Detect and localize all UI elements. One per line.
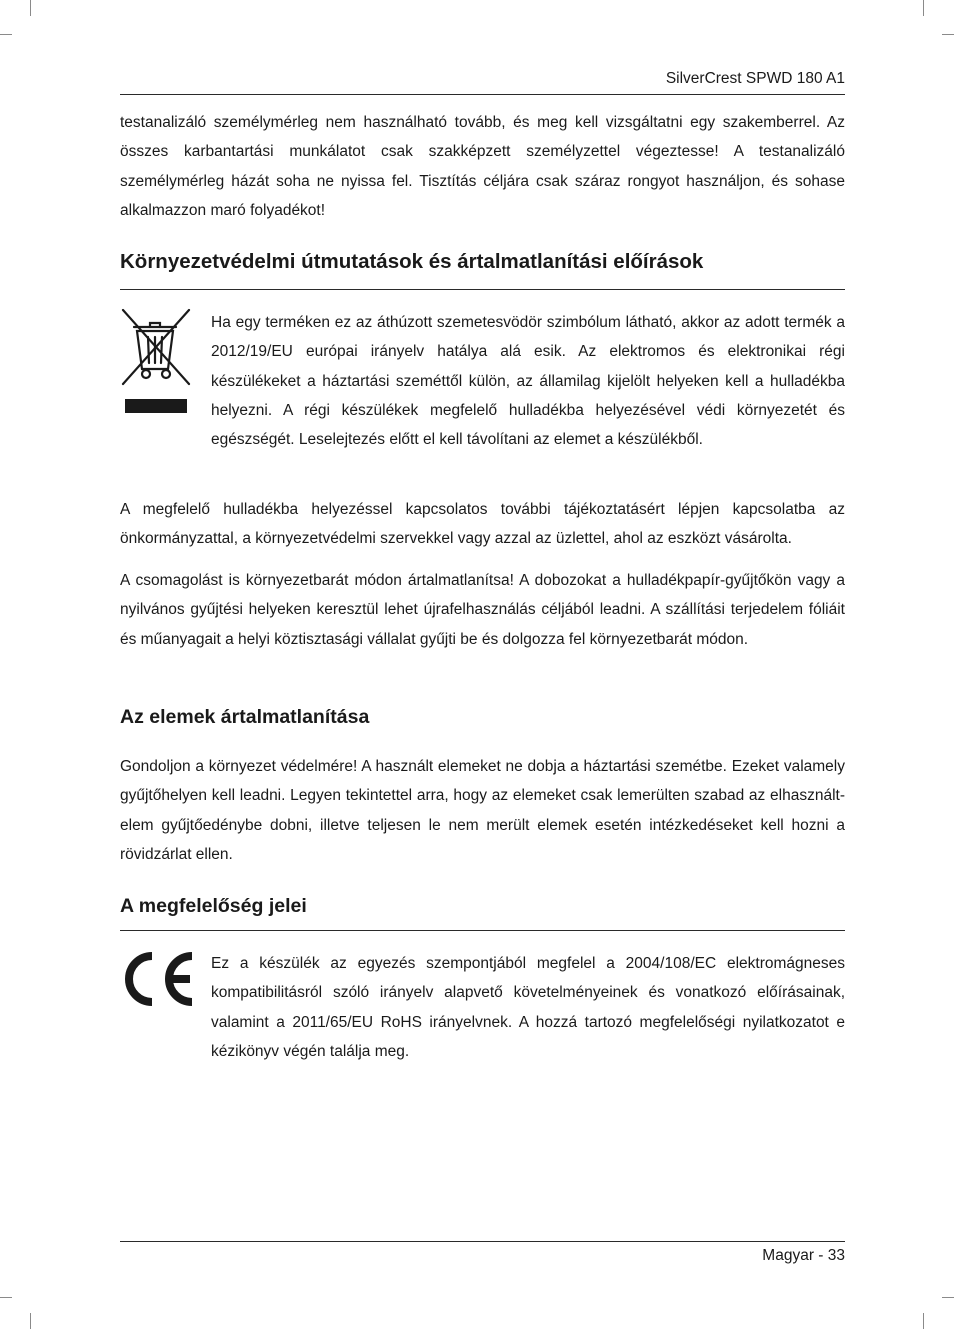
- conformity-paragraph: Ez a készülék az egyezés szempontjából megfelel a 2004/108/EC elektromágneses kompatibilitásról szóló irányelv alapvető követelményeinek és vonatkozó előírásainak, valamint a 2011/65/EU RoHS irányelvnek. A hozzá tartozó megfelelőségi nyilatkozatot e kézikönyv végén találja meg.: [211, 955, 845, 1060]
- running-header: SilverCrest SPWD 180 A1: [665, 70, 845, 87]
- packaging-paragraph: A csomagolást is környezetbarát módon ártalmatlanítsa! A dobozokat a hulladékpapír-gyűjtőkön vagy a nyilvános gyűjtési helyeken keresztül lehet újrafelhasználás céljából leadni. A szállítási terjedelem fóliáit és műanyagait a helyi köztisztasági vállalat gyűjti be és dolgozza fel környezetbarát módon.: [120, 572, 845, 648]
- crop-mark: [923, 0, 924, 16]
- crop-mark: [30, 0, 31, 16]
- crop-mark: [942, 1297, 954, 1298]
- batteries-heading: Az elemek ártalmatlanítása: [120, 706, 370, 728]
- crossed-out-wheelie-bin-icon: [120, 307, 192, 417]
- crop-mark: [923, 1313, 924, 1329]
- page-number: Magyar - 33: [762, 1247, 845, 1264]
- intro-paragraph: testanalizáló személymérleg nem használható tovább, és meg kell vizsgáltatni egy szakemberrel. Az összes karbantartási munkálatot csak szakképzett személyzettel végeztesse! A testanalizáló személymérleg házát soha ne nyissa fel. Tisztítás céljára csak száraz rongyot használjon, és sohase alkalmazzon maró folyadékot!: [120, 114, 845, 219]
- crop-mark: [0, 1297, 12, 1298]
- disposal-info-paragraph: A megfelelő hulladékba helyezéssel kapcsolatos további tájékoztatásért lépjen kapcsolatba az önkormányzattal, a környezetvédelmi szervekkel vagy azzal az üzlettel, ahol az eszközt vásárolta.: [120, 501, 845, 548]
- ce-mark-icon: [120, 951, 196, 1007]
- crop-mark: [0, 34, 12, 35]
- weee-paragraph: Ha egy terméken ez az áthúzott szemetesvödör szimbólum látható, akkor az adott termék a 2012/19/EU európai irányelv hatálya alá esik. Az elektromos és elektronikai régi készülékeket a háztartási szeméttől külön, az államilag kijelölt helyeken kell a hulladékba helyezni. A régi készülékek megfelelő hulladékba helyezésével védi környezetét és egészségét. Leselejtezés előtt el kell távolítani az elemet a készülékből.: [211, 314, 845, 449]
- conformity-heading: A megfelelőség jelei: [120, 895, 307, 917]
- header-rule: [120, 94, 845, 95]
- section-rule: [120, 930, 845, 931]
- crop-mark: [942, 34, 954, 35]
- section-rule: [120, 289, 845, 290]
- crop-mark: [30, 1313, 31, 1329]
- environment-heading: Környezetvédelmi útmutatások és ártalmatlanítási előírások: [120, 250, 704, 273]
- batteries-paragraph: Gondoljon a környezet védelmére! A használt elemeket ne dobja a háztartási szemétbe. Ezeket valamely gyűjtőhelyen kell leadni. Legyen tekintettel arra, hogy az elemeket csak lemerülten szabad az elhasznált-elem gyűjtőedénybe dobni, illetve teljesen le nem merült elemek esetén intézkedéseket kell hozni a rövidzárlat ellen.: [120, 758, 845, 863]
- footer-rule: [120, 1241, 845, 1242]
